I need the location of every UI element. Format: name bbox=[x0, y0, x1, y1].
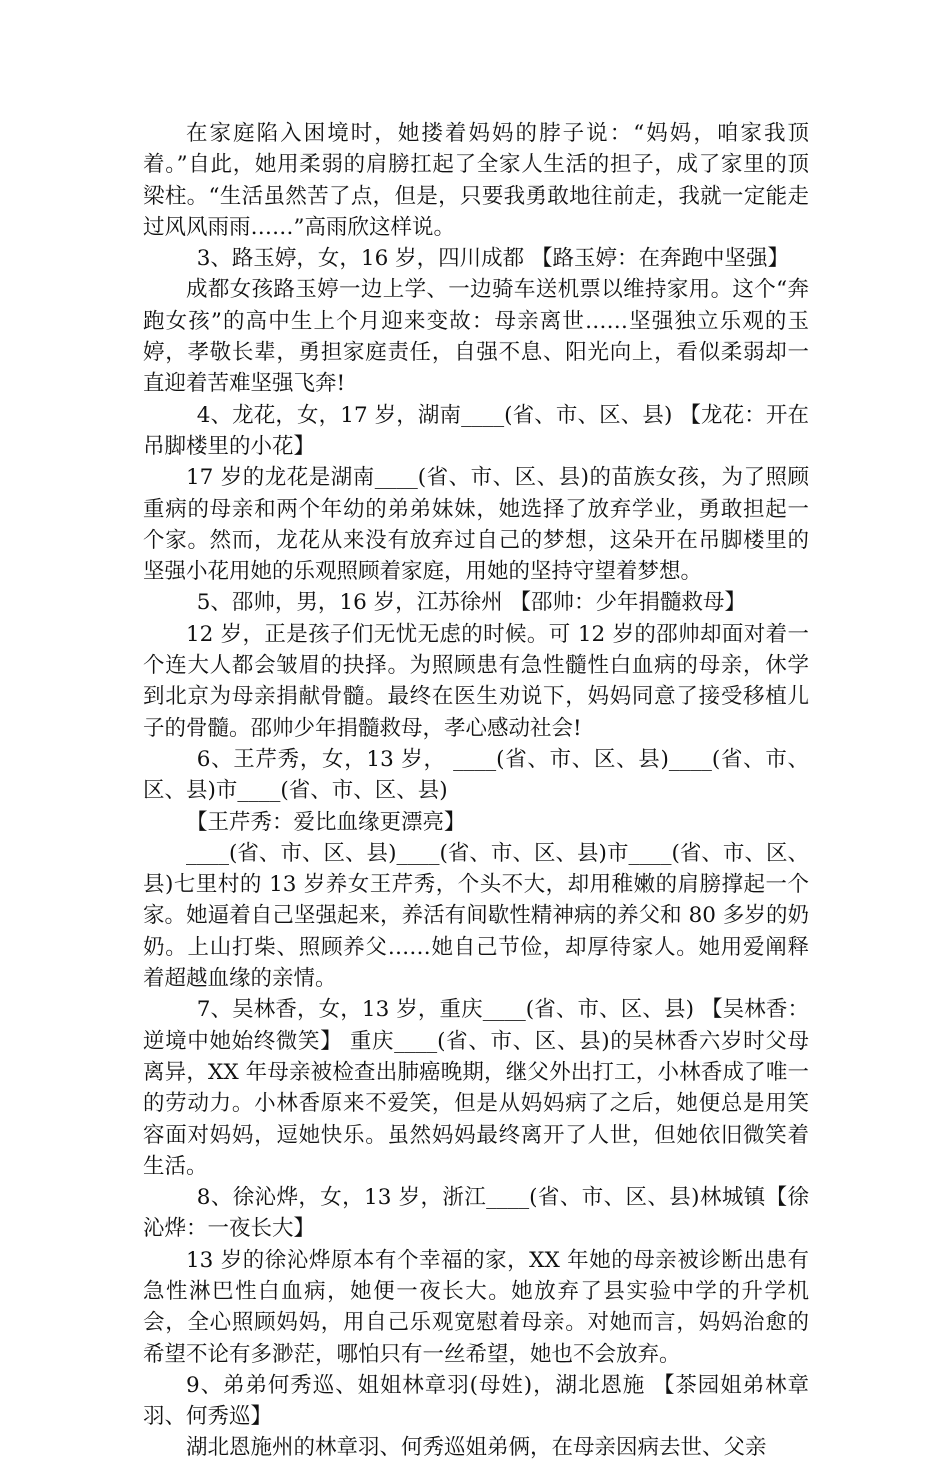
document-page bbox=[143, 118, 809, 1464]
paragraph-long-hua-story: 17 岁的龙花是湖南____(省、市、区、县)的苗族女孩，为了照顾重病的母亲和两个年幼的弟弟妹妹，她选择了放弃学业，勇敢担起一个家。然而，龙花从来没有放弃过自己的梦想，这朵开在吊脚楼里的坚强小花用她的乐观照顾着家庭，用她的坚持守望着梦想。 bbox=[143, 465, 809, 585]
paragraph-tea-garden-siblings-story: 湖北恩施州的林章羽、何秀巡姐弟俩，在母亲因病去世、父亲 bbox=[186, 1435, 767, 1461]
paragraph-xu-qinye-story: 13 岁的徐沁烨原本有个幸福的家，XX 年她的母亲被诊断出患有急性淋巴性白血病，她便一夜长大。她放弃了县实验中学的升学机会，全心照顾妈妈，用自己乐观宽慰着母亲。对她而言，妈妈治愈的希望不论有多渺茫，哪怕只有一丝希望，她也不会放弃。 bbox=[143, 1247, 809, 1367]
heading-shao-shuai: 5、邵帅，男，16 岁，江苏徐州 【邵帅：少年捐髓救母】 bbox=[196, 590, 746, 616]
heading-xu-qinye: 8、徐沁烨，女，13 岁，浙江____(省、市、区、县)林城镇【徐沁烨：一夜长大】 bbox=[143, 1185, 809, 1242]
heading-long-hua: 4、龙花，女，17 岁，湖南____(省、市、区、县) 【龙花：开在吊脚楼里的小花】 bbox=[143, 402, 809, 459]
paragraph-gao-yuxin-story: 在家庭陷入困境时，她搂着妈妈的脖子说：“妈妈，咱家我顶着。”自此，她用柔弱的肩膀扛起了全家人生活的担子，成了家里的顶梁柱。“生活虽然苦了点，但是，只要我勇敢地往前走，我就一定能走过风风雨雨……”高雨欣这样说。 bbox=[143, 121, 809, 240]
heading-lu-yuting: 3、路玉婷，女，16 岁，四川成都 【路玉婷：在奔跑中坚强】 bbox=[196, 246, 789, 272]
heading-wu-linxiang: 7、吴林香，女，13 岁，重庆____(省、市、区、县) 【吴林香：逆境中她始终微笑】 重庆____(省、市、区、县)的吴林香六岁时父母离异，XX 年母亲被检查出肺癌晚期，继父外出打工，小林香成了唯一的劳动力。小林香原来不爱笑，但是从妈妈病了之后，她便总是用笑容面对妈妈，逗她快乐。虽然妈妈最终离开了人世，但她依旧微笑着生活。 bbox=[143, 997, 809, 1179]
paragraph-lu-yuting-story: 成都女孩路玉婷一边上学、一边骑车送机票以维持家用。这个“奔跑女孩”的高中生上个月迎来变故：母亲离世……坚强独立乐观的玉婷，孝敬长辈，勇担家庭责任，自强不息、阳光向上，看似柔弱却一直迎着苦难坚强飞奔! bbox=[143, 277, 809, 397]
title-wang-qinxiu: 【王芹秀：爱比血缘更漂亮】 bbox=[186, 809, 466, 835]
paragraph-shao-shuai-story: 12 岁，正是孩子们无忧无虑的时候。可 12 岁的邵帅却面对着一个连大人都会皱眉的抉择。为照顾患有急性髓性白血病的母亲，休学到北京为母亲捐献骨髓。最终在医生劝说下，妈妈同意了接受移植儿子的骨髓。邵帅少年捐髓救母，孝心感动社会! bbox=[143, 621, 809, 741]
heading-wang-qinxiu: 6、王芹秀，女，13 岁， ____(省、市、区、县)____(省、市、区、县)市____(省、市、区、县) bbox=[143, 746, 809, 804]
paragraph-wang-qinxiu-story: ____(省、市、区、县)____(省、市、区、县)市____(省、市、区、县)七里村的 13 岁养女王芹秀，个头不大，却用稚嫩的肩膀撑起一个家。她逼着自己坚强起来，养活有间歇性精神病的养父和 80 多岁的奶奶。上山打柴、照顾养父……她自己节俭，却厚待家人。她用爱阐释着超越血缘的亲情。 bbox=[143, 840, 809, 992]
heading-tea-garden-siblings: 9、弟弟何秀巡、姐姐林章羽(母姓)，湖北恩施 【茶园姐弟林章羽、何秀巡】 bbox=[143, 1372, 809, 1430]
